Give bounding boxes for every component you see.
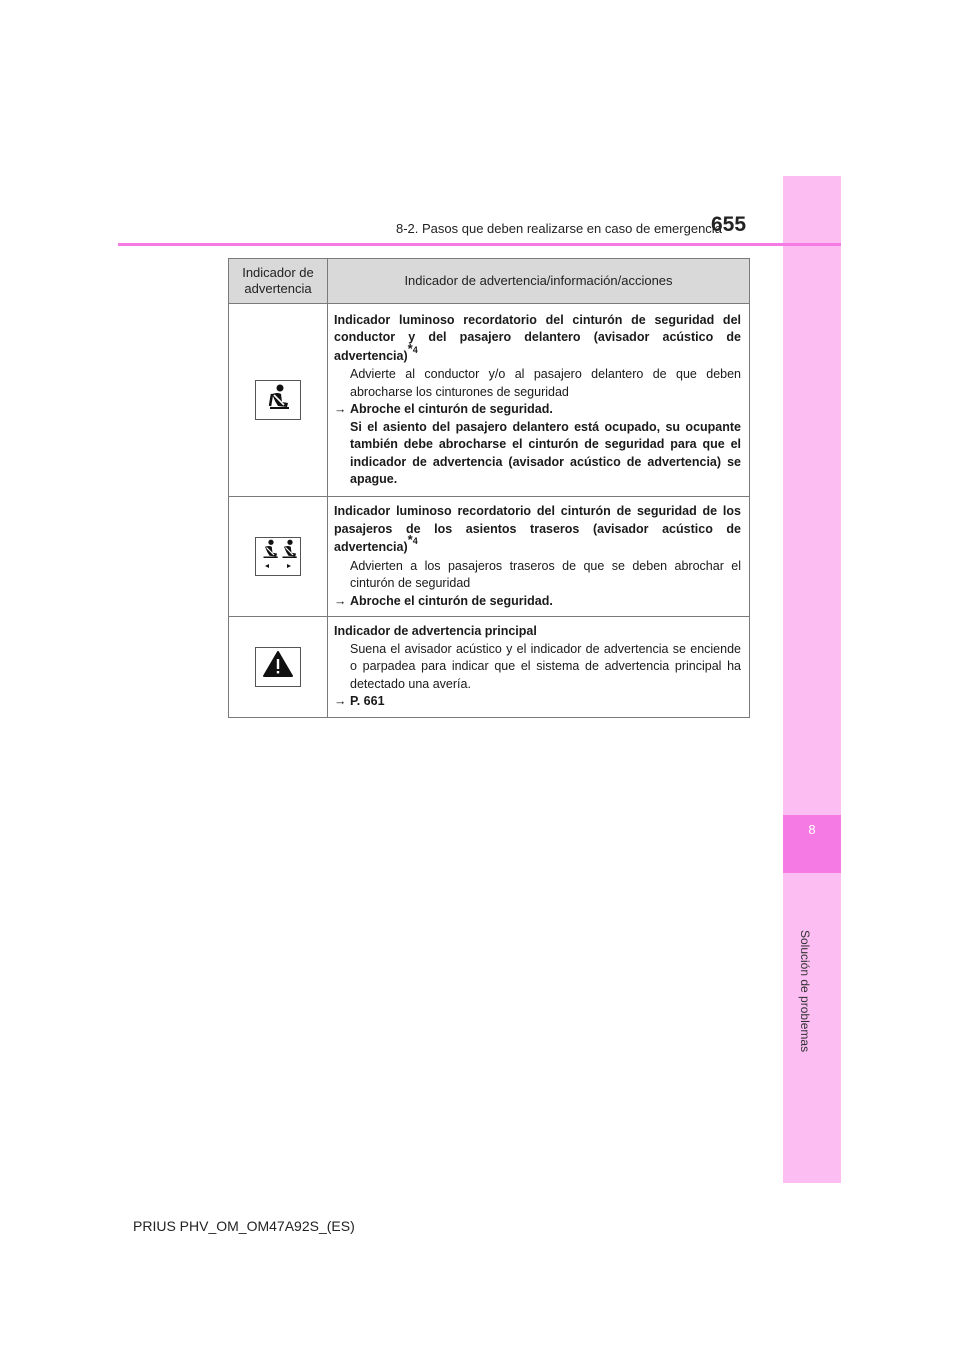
table-row (229, 304, 750, 497)
chapter-title: Solución de problemas (798, 930, 812, 1053)
table-row (229, 617, 750, 718)
description-cell (328, 497, 750, 617)
row-title: Indicador luminoso recordatorio del cinturón de seguridad de los pasajeros de los asientos traseros (avisador acústico de advertencia)*4 (334, 504, 741, 554)
row-title: Indicador luminoso recordatorio del cinturón de seguridad del conductor y del pasajero delantero (avisador acústico de advertencia)*4 (334, 312, 741, 363)
master-warning-icon (255, 647, 301, 687)
chapter-side-tab (783, 176, 841, 1183)
indicator-cell (229, 617, 328, 718)
row-action-detail: Si el asiento del pasajero delantero está ocupado, su ocupante también debe abrocharse el cinturón de seguridad para que el indicador de advertencia (avisador acústico de advertencia) se apague. (350, 419, 741, 486)
page-number: 655 (711, 213, 747, 236)
rear-seatbelt-reminder-icon (255, 537, 301, 577)
row-description: Suena el avisador acústico y el indicador de advertencia se enciende o parpadea para indicar que el sistema de advertencia principal ha detectado una avería. (350, 641, 741, 691)
header-rule (118, 243, 841, 246)
row-description: Advierten a los pasajeros traseros de que se deben abrochar el cinturón de seguridad (350, 558, 741, 590)
row-action: → Abroche el cinturón de seguridad. (334, 593, 553, 608)
document-code: PRIUS PHV_OM_OM47A92S_(ES) (133, 1218, 355, 1234)
indicator-cell (229, 497, 328, 617)
description-cell (328, 304, 750, 497)
description-cell (328, 617, 750, 718)
indicator-cell (229, 304, 328, 497)
page-reference-link[interactable]: → P. 661 (334, 694, 385, 708)
row-description: Advierte al conductor y/o al pasajero delantero de que deben abrocharse los cinturones de seguridad (350, 367, 741, 399)
table-row (229, 497, 750, 617)
header-indicator: Indicador de advertencia (229, 259, 328, 304)
row-title: Indicador de advertencia principal (334, 624, 537, 638)
warning-indicator-table (228, 258, 750, 718)
chapter-number: 8 (808, 822, 816, 837)
header-description: Indicador de advertencia/información/acciones (328, 259, 750, 304)
seatbelt-reminder-icon (255, 380, 301, 420)
section-title: 8-2. Pasos que deben realizarse en caso de emergencia (396, 221, 722, 236)
table-header-row (229, 259, 750, 304)
row-action: → Abroche el cinturón de seguridad. (334, 402, 553, 416)
